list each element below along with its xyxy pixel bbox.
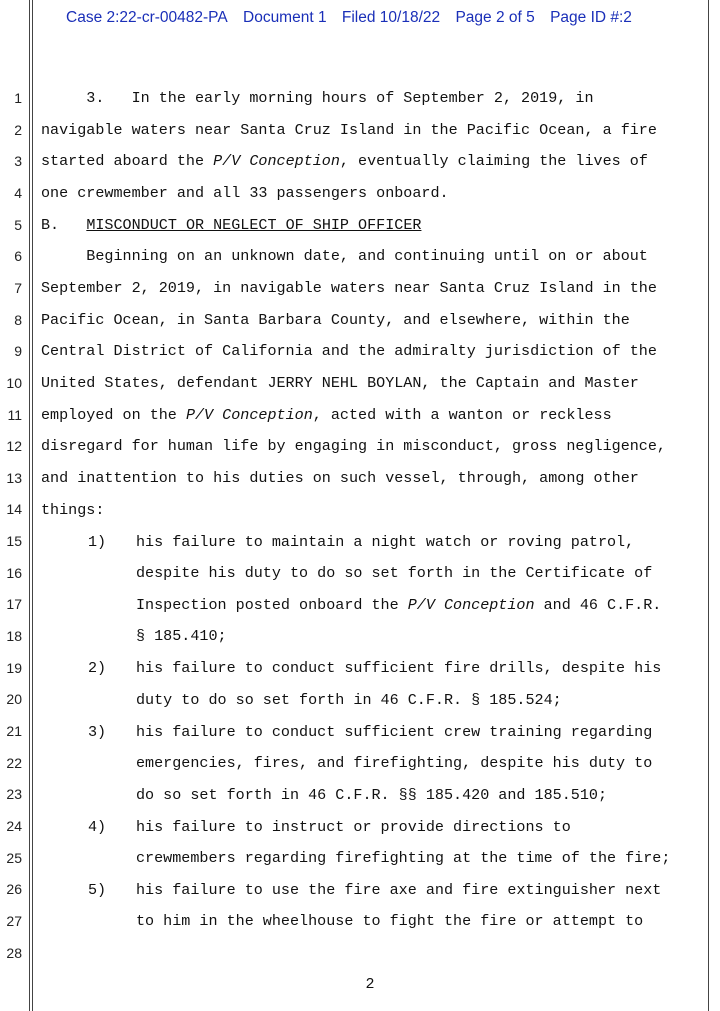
line-number: 1 [14,90,22,106]
filed-date: Filed 10/18/22 [341,9,441,26]
line-number: 3 [14,153,22,170]
line-number: 16 [6,564,22,581]
line-number: 18 [6,628,22,645]
line-number: 20 [6,691,22,708]
text-line-11 [41,406,612,424]
line-number: 8 [14,311,22,328]
line-number: 26 [6,881,22,898]
section-title: MISCONDUCT OR NEGLECT OF SHIP OFFICER [86,216,422,234]
item-number: 1) [88,533,107,551]
item-text: his failure to maintain a night watch or roving patrol, [136,533,635,551]
line-number: 27 [6,912,22,929]
item-number: 5) [88,881,107,899]
document-number: Document 1 [243,9,327,26]
line-number: 13 [6,469,22,486]
item-text: to him in the wheelhouse to fight the fire or attempt to [136,912,644,930]
text-line-9: Central District of California and the admiralty jurisdiction of the [41,342,657,360]
vessel-name: P/V Conception [213,152,340,170]
line-number: 21 [6,723,22,739]
page-id: Page ID #:2 [550,9,632,26]
line-number: 14 [6,501,22,518]
vessel-name: P/V Conception [185,406,313,424]
left-margin-rule-1 [29,0,30,1011]
item-text: do so set forth in 46 C.F.R. §§ 185.420 and 185.510; [136,786,608,804]
line-number: 4 [14,184,22,201]
case-header [66,9,643,27]
text-line-1: 3. In the early morning hours of September 2, 2019, in [41,89,594,107]
item-text: § 185.410; [136,627,227,645]
item-text: crewmembers regarding firefighting at the time of the fire; [136,849,671,867]
text-line-13: and inattention to his duties on such vessel, through, among other [41,469,639,487]
item-text: his failure to instruct or provide directions to [136,818,571,836]
text-line-10: United States, defendant JERRY NEHL BOYLAN, the Captain and Master [41,374,639,392]
line-number: 25 [6,849,22,866]
line-number: 23 [6,786,22,803]
item-text: his failure to use the fire axe and fire extinguisher next [136,881,662,899]
item-number: 4) [88,818,107,836]
vessel-name: P/V Conception [407,596,535,614]
item-text: emergencies, fires, and firefighting, despite his duty to [136,754,653,772]
item-number: 3) [88,723,107,741]
line-number: 17 [6,596,22,613]
item-text [136,596,661,614]
page-count: Page 2 of 5 [455,9,535,26]
text-line-7: September 2, 2019, in navigable waters near Santa Cruz Island in the [41,279,657,297]
line-number: 24 [6,817,22,834]
text-fragment: employed on the [41,406,186,424]
text-fragment: , acted with a wanton or reckless [312,406,612,424]
right-margin-rule [708,0,709,1011]
section-heading [41,216,421,234]
text-line-12: disregard for human life by engaging in misconduct, gross negligence, [41,437,666,455]
line-number: 11 [7,406,22,423]
item-text: despite his duty to do so set forth in the Certificate of [136,564,653,582]
line-number: 5 [14,216,22,233]
line-number: 7 [14,279,22,296]
line-number: 12 [6,438,22,455]
left-margin-rule-2 [32,0,33,1011]
text-line-8: Pacific Ocean, in Santa Barbara County, and elsewhere, within the [41,311,630,329]
item-text: his failure to conduct sufficient fire drills, despite his [136,659,662,677]
text-fragment: and 46 C.F.R. [534,596,662,614]
page-number: 2 [365,976,375,993]
line-number: 10 [6,374,22,391]
section-letter: B. [41,216,60,234]
case-number: Case 2:22-cr-00482-PA [66,9,228,26]
line-number: 2 [14,121,22,138]
line-number: 28 [6,944,22,961]
item-text: duty to do so set forth in 46 C.F.R. § 185.524; [136,691,562,709]
line-number: 6 [14,248,22,265]
line-number: 15 [6,533,22,550]
text-line-4: one crewmember and all 33 passengers onboard. [41,184,449,202]
text-fragment: , eventually claiming the lives of [339,152,648,170]
line-number: 22 [6,754,22,771]
text-line-6: Beginning on an unknown date, and continuing until on or about [41,247,648,265]
text-fragment: Inspection posted onboard the [136,596,408,614]
line-number: 9 [14,343,22,360]
text-fragment: started aboard the [41,152,214,170]
item-number: 2) [88,659,107,677]
text-line-2: navigable waters near Santa Cruz Island in the Pacific Ocean, a fire [41,121,657,139]
text-line-14: things: [41,501,105,519]
line-number: 19 [6,659,22,676]
item-text: his failure to conduct sufficient crew training regarding [136,723,653,741]
text-line-3 [41,152,648,170]
